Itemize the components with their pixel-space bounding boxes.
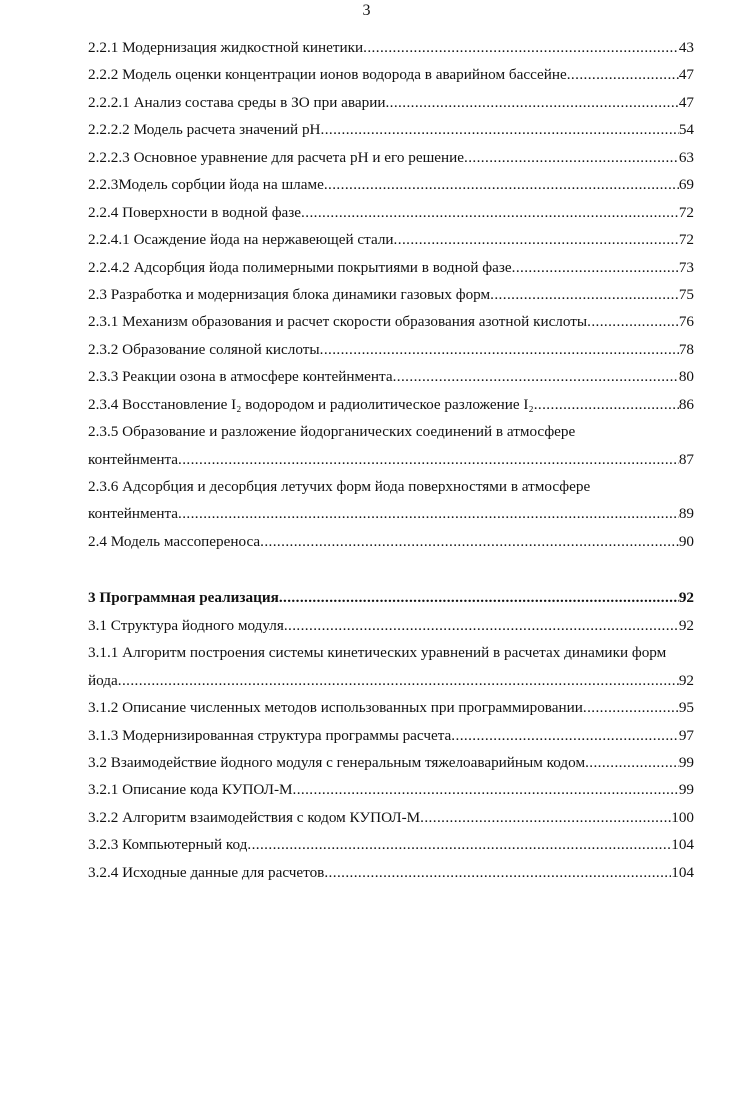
toc-entry-page: 92	[678, 616, 694, 634]
toc-entry[interactable]	[88, 418, 694, 473]
toc-entry-title: 3.1 Структура йодного модуля	[88, 616, 284, 634]
toc-entry-page: 92	[678, 671, 694, 689]
toc-entry-title: 3.2.4 Исходные данные для расчетов	[88, 863, 325, 881]
toc-entry-row	[88, 336, 694, 363]
toc-entry-page: 92	[678, 589, 694, 607]
toc-entry-title-line1: 2.3.6 Адсорбция и десорбция летучих форм йода поверхностями в атмосфере	[88, 478, 591, 495]
dot-leader	[567, 61, 679, 88]
toc-entry-title: контейнмента	[88, 450, 179, 468]
toc-entry[interactable]	[88, 199, 694, 226]
toc-entry[interactable]	[88, 776, 694, 803]
toc-entry-page: 100	[671, 808, 694, 826]
toc-entry-title: 3.1.3 Модернизированная структура программы расчета	[88, 726, 452, 744]
dot-leader	[178, 500, 679, 527]
toc-entry-row	[88, 89, 694, 116]
toc-entry-row	[88, 281, 694, 308]
toc-entry-title: 2.2.4 Поверхности в водной фазе	[88, 203, 302, 221]
toc-entry-title: 3.1.2 Описание численных методов использованных при программировании	[88, 699, 583, 717]
toc-section-2	[88, 34, 694, 555]
toc-entry[interactable]	[88, 694, 694, 721]
toc-entry[interactable]	[88, 391, 694, 418]
toc-entry-row	[88, 722, 694, 749]
toc-entry-row	[88, 831, 694, 858]
dot-leader	[512, 254, 679, 281]
toc-entry-page: 80	[678, 368, 694, 386]
toc-entry[interactable]	[88, 859, 694, 886]
toc-entry-page: 73	[678, 258, 694, 276]
toc-entry[interactable]	[88, 473, 694, 528]
toc-entry[interactable]	[88, 831, 694, 858]
dot-leader	[585, 749, 679, 776]
toc-entry[interactable]	[88, 528, 694, 555]
toc-entry-title: 3.2.1 Описание кода КУПОЛ-М	[88, 781, 293, 799]
toc-entry-row	[88, 61, 694, 88]
toc-entry-page: 47	[678, 66, 694, 84]
toc-entry-title: 2.2.1 Модернизация жидкостной кинетики	[88, 39, 364, 56]
toc-entry-title: 2.2.4.2 Адсорбция йода полимерными покрытиями в водной фазе	[88, 258, 512, 276]
dot-leader	[118, 667, 679, 694]
dot-leader	[464, 144, 679, 171]
toc-entry[interactable]	[88, 612, 694, 639]
toc-entry[interactable]	[88, 804, 694, 831]
toc-entry-title-line1: 3.1.1 Алгоритм построения системы кинетических уравнений в расчетах динамики форм	[88, 644, 667, 662]
toc-entry-page: 54	[678, 121, 694, 139]
toc-entry-title: 2.2.2.2 Модель расчета значений pH	[88, 121, 321, 139]
toc-entry-page: 89	[678, 505, 694, 523]
toc-entry[interactable]	[88, 34, 694, 61]
toc-entry-row	[88, 226, 694, 253]
toc-entry-row	[88, 804, 694, 831]
toc-entry[interactable]	[88, 144, 694, 171]
toc-entry-title-line1: 2.3.5 Образование и разложение йодорганических соединений в атмосфере	[88, 423, 576, 441]
toc-entry-title: 2.4 Модель массопереноса	[88, 532, 261, 550]
toc-entry[interactable]	[88, 254, 694, 281]
toc-entry-page: 78	[678, 340, 694, 358]
toc-entry-title: 2.3.4 Восстановление I₂ водородом и радиолитическое разложение I₂	[88, 395, 534, 413]
toc-entry[interactable]	[88, 308, 694, 335]
toc-entry-page: 72	[678, 231, 694, 249]
toc-chapter-3[interactable]	[88, 584, 694, 611]
dot-leader	[178, 446, 679, 473]
toc-entry-page: 43	[678, 39, 694, 56]
toc-entry-page: 97	[678, 726, 694, 744]
table-of-contents	[88, 34, 694, 886]
toc-entry-title: 2.2.2.1 Анализ состава среды в ЗО при аварии	[88, 93, 386, 111]
dot-leader	[324, 171, 679, 198]
toc-entry-row	[88, 171, 694, 198]
toc-entry-row	[88, 308, 694, 335]
toc-entry-row	[88, 34, 694, 61]
dot-leader	[385, 89, 678, 116]
toc-entry-title: 2.2.3Модель сорбции йода на шламе	[88, 176, 324, 194]
dot-leader	[260, 528, 679, 555]
toc-entry-page: 86	[678, 395, 694, 413]
toc-entry-title: 3.2 Взаимодействие йодного модуля с генеральным тяжелоаварийным кодом	[88, 753, 586, 771]
toc-entry[interactable]	[88, 61, 694, 88]
toc-entry-title: контейнмента	[88, 505, 179, 523]
toc-entry-row	[88, 859, 694, 886]
toc-entry-page: 90	[678, 532, 694, 550]
toc-entry-page: 63	[678, 148, 694, 166]
toc-entry-page: 104	[671, 836, 694, 854]
toc-entry[interactable]	[88, 639, 694, 694]
toc-entry-row	[88, 391, 694, 418]
toc-gap	[88, 555, 694, 584]
toc-entry-row	[88, 254, 694, 281]
dot-leader	[279, 584, 679, 611]
page-number: 3	[362, 2, 371, 19]
toc-entry-page: 99	[678, 753, 694, 771]
toc-entry-title: 2.3.2 Образование соляной кислоты	[88, 340, 320, 358]
dot-leader	[321, 116, 679, 143]
dot-leader	[394, 226, 679, 253]
toc-entry-row	[88, 667, 694, 694]
toc-entry-page: 87	[678, 450, 694, 468]
dot-leader	[534, 391, 679, 418]
dot-leader	[293, 776, 679, 803]
toc-entry-title: 2.2.2 Модель оценки концентрации ионов водорода в аварийном бассейне	[88, 66, 567, 84]
toc-entry-row	[88, 116, 694, 143]
toc-entry-page: 104	[671, 863, 694, 881]
toc-entry-row	[88, 776, 694, 803]
dot-leader	[583, 694, 679, 721]
toc-entry-page: 47	[678, 93, 694, 111]
toc-entry-title: йода	[88, 671, 118, 689]
toc-entry-row	[88, 446, 694, 473]
toc-entry[interactable]	[88, 226, 694, 253]
toc-entry[interactable]	[88, 363, 694, 390]
toc-entry-page: 75	[678, 285, 694, 303]
toc-entry-row	[88, 528, 694, 555]
toc-section-3	[88, 612, 694, 886]
toc-entry-title: 2.3.1 Механизм образования и расчет скорости образования азотной кислоты	[88, 313, 588, 331]
toc-entry-row	[88, 144, 694, 171]
toc-entry-title: 3.2.3 Компьютерный код	[88, 836, 248, 854]
dot-leader	[587, 308, 679, 335]
toc-entry-title: 2.3 Разработка и модернизация блока динамики газовых форм	[88, 285, 491, 303]
toc-entry[interactable]	[88, 116, 694, 143]
toc-entry-row	[88, 199, 694, 226]
toc-entry-row	[88, 694, 694, 721]
toc-entry[interactable]	[88, 281, 694, 308]
dot-leader	[363, 34, 679, 61]
toc-entry-page: 69	[678, 176, 694, 194]
toc-entry-title: 2.2.4.1 Осаждение йода на нержавеющей стали	[88, 231, 394, 249]
toc-entry-page: 72	[678, 203, 694, 221]
toc-entry-page: 99	[678, 781, 694, 799]
toc-entry-row	[88, 749, 694, 776]
toc-entry-page: 76	[678, 313, 694, 331]
toc-entry-row	[88, 500, 694, 527]
toc-entry[interactable]	[88, 749, 694, 776]
toc-entry[interactable]	[88, 89, 694, 116]
toc-entry-title: 2.2.2.3 Основное уравнение для расчета pH и его решение	[88, 148, 465, 166]
dot-leader	[284, 612, 679, 639]
dot-leader	[451, 722, 679, 749]
toc-entry[interactable]	[88, 336, 694, 363]
dot-leader	[247, 831, 671, 858]
toc-entry[interactable]	[88, 171, 694, 198]
toc-entry-row	[88, 612, 694, 639]
toc-entry-row	[88, 363, 694, 390]
dot-leader	[324, 859, 671, 886]
toc-entry[interactable]	[88, 722, 694, 749]
dot-leader	[301, 199, 679, 226]
toc-entry-title: 2.3.3 Реакции озона в атмосфере контейнмента	[88, 368, 393, 386]
dot-leader	[490, 281, 679, 308]
toc-entry-title: 3 Программная реализация	[88, 589, 279, 607]
toc-entry-page: 95	[678, 699, 694, 717]
toc-entry-title: 3.2.2 Алгоритм взаимодействия с кодом КУПОЛ-М	[88, 808, 421, 826]
dot-leader	[320, 336, 679, 363]
dot-leader	[393, 363, 679, 390]
dot-leader	[420, 804, 671, 831]
